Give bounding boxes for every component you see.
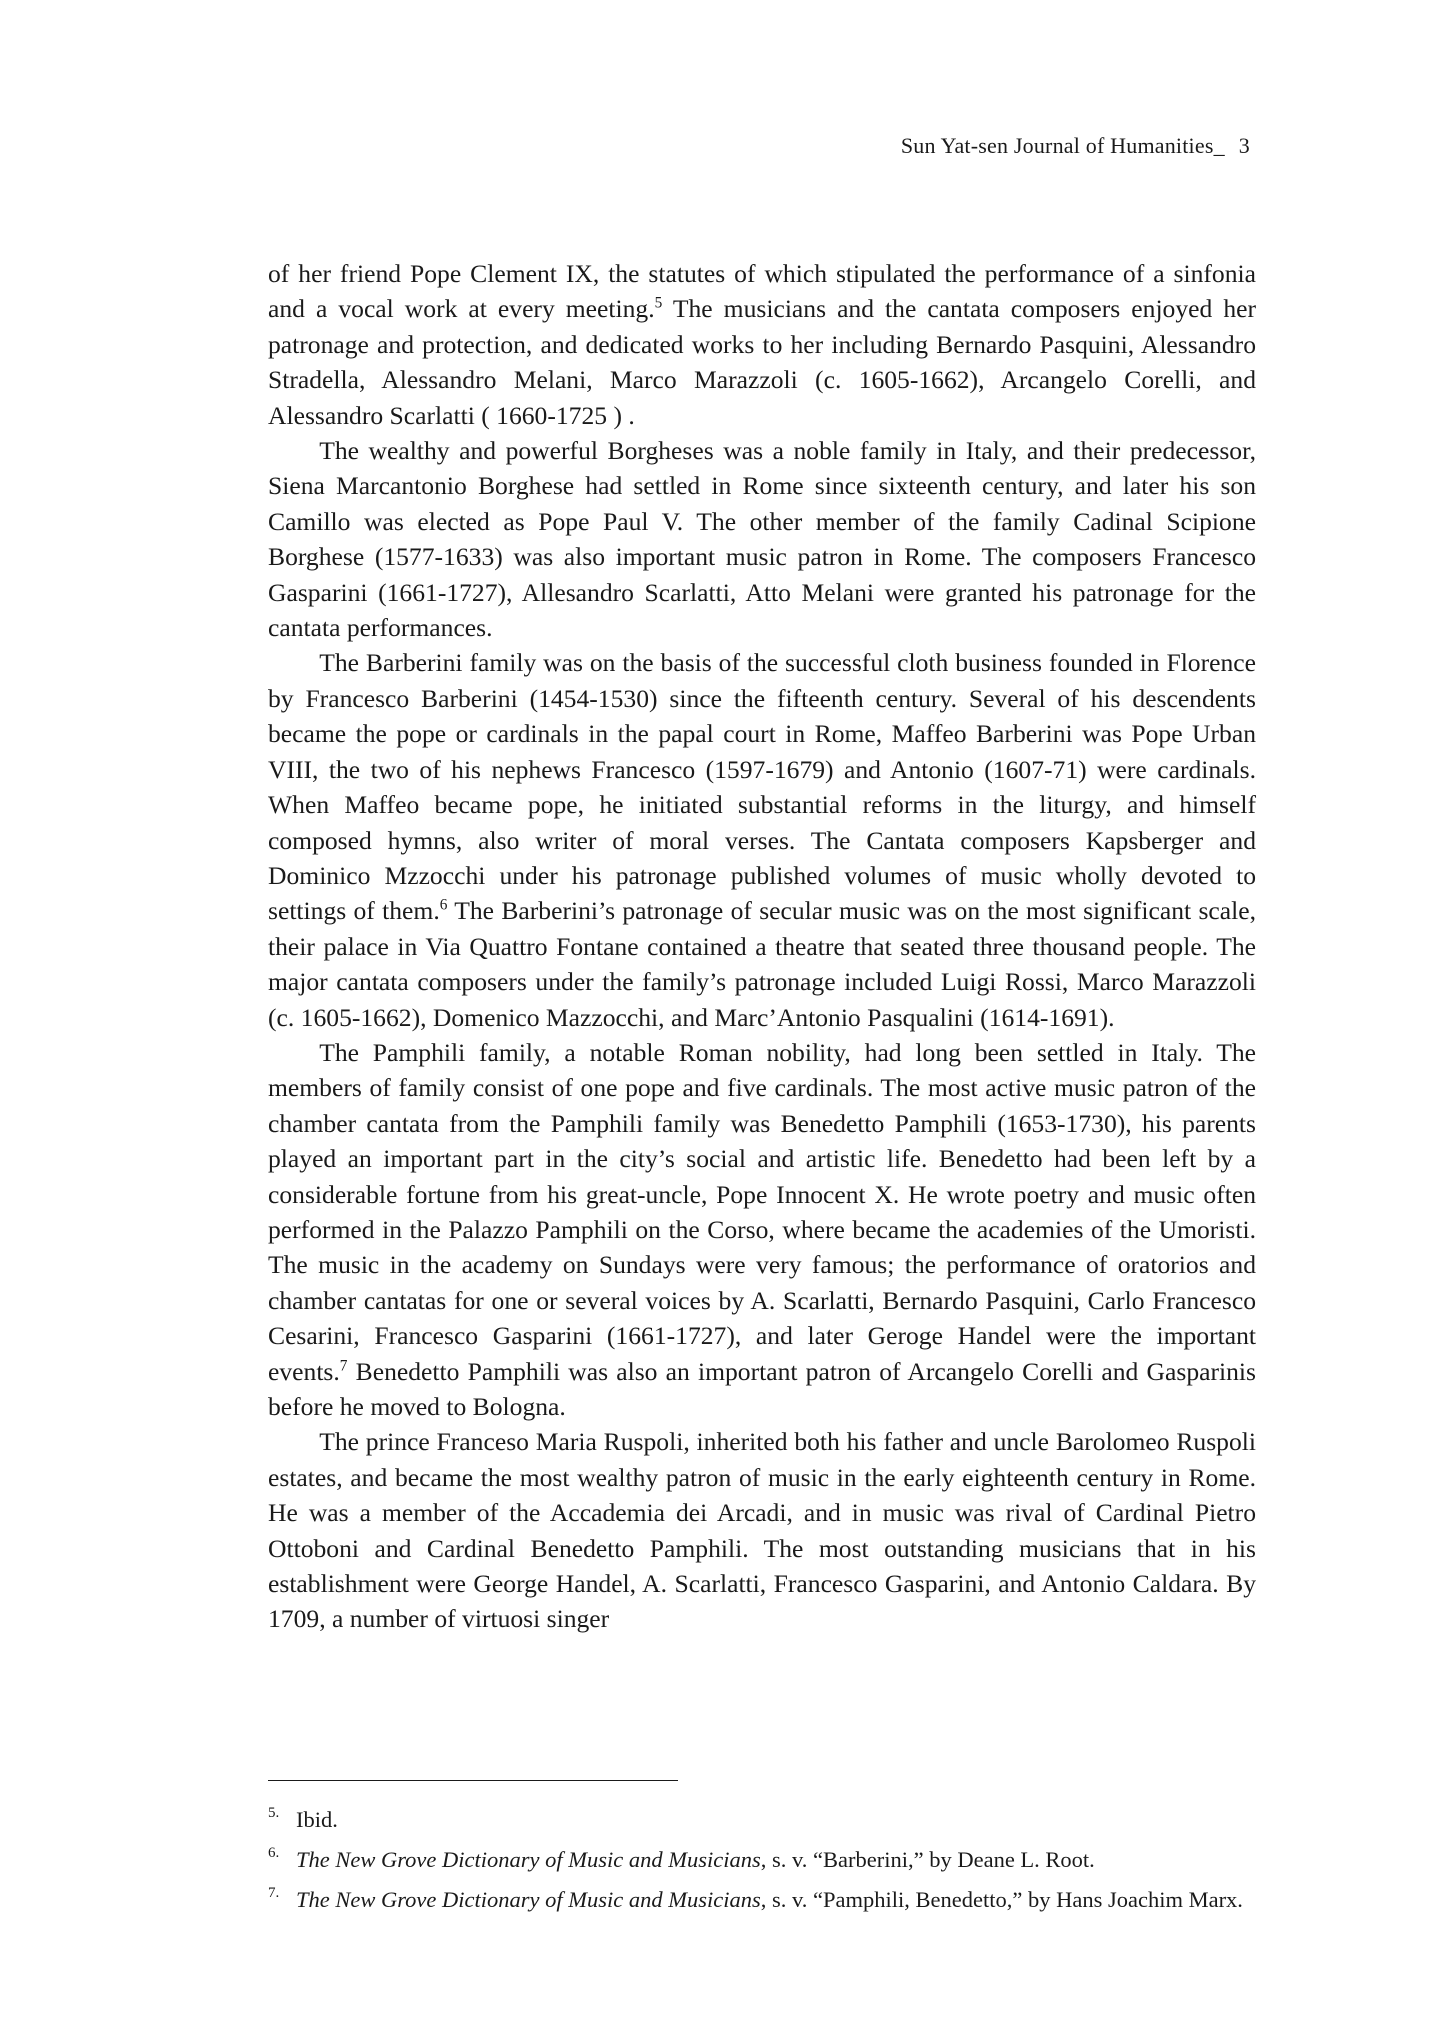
text-run: The Pamphili family, a notable Roman nobility, had long been settled in Italy. The members of family consist of one pope and five cardinals. The most active music patron of the chamber cantata from the Pamphili family was Benedetto Pamphili (1653-1730), his parents played an important part in the city’s social and artistic life. Benedetto had been left by a considerable fortune from his great-uncle, Pope Innocent X. He wrote poetry and music often performed in the Palazzo Pamphili on the Corso, where became the academies of the Umoristi. The music in the academy on Sundays were very famous; the performance of oratorios and chamber cantatas for one or several voices by A. Scarlatti, Bernardo Pasquini, Carlo Francesco Cesarini, Francesco Gasparini (1661-1727), and later Geroge Handel were the important events. <box>268 1037 1256 1386</box>
footnotes <box>268 1803 1256 1923</box>
paragraph <box>268 1035 1256 1424</box>
journal-title: Sun Yat-sen Journal of Humanities_ <box>900 133 1225 158</box>
italic-title: The New Grove Dictionary of Music and Musicians <box>296 1847 761 1872</box>
paragraph <box>268 256 1256 433</box>
text-run: The wealthy and powerful Borgheses was a noble family in Italy, and their predecessor, Siena Marcantonio Borghese had settled in Rome since sixteenth century, and later his son Camillo was elected as Pope Paul V. The other member of the family Cadinal Scipione Borghese (1577-1633) was also important music patron in Rome. The composers Francesco Gasparini (1661-1727), Allesandro Scarlatti, Atto Melani were granted his patronage for the cantata performances. <box>268 436 1256 643</box>
text-run: , s. v. “Pamphili, Benedetto,” by Hans Joachim Marx. <box>760 1887 1243 1912</box>
footnote-ref: 5 <box>654 294 663 312</box>
footnote <box>268 1803 1256 1836</box>
paragraph <box>268 433 1256 645</box>
footnote <box>268 1843 1256 1876</box>
footnote-number: 6. <box>268 1845 280 1861</box>
footnote-number: 5. <box>268 1805 280 1821</box>
text-run: The Barberini family was on the basis of the successful cloth business founded in Florence by Francesco Barberini (1454-1530) since the fifteenth century. Several of his descendents became the pope or cardinals in the papal court in Rome, Maffeo Barberini was Pope Urban VIII, the two of his nephews Francesco (1597-1679) and Antonio (1607-71) were cardinals. When Maffeo became pope, he initiated substantial reforms in the liturgy, and himself composed hymns, also writer of moral verses. The Cantata composers Kapsberger and Dominico Mzzocchi under his patronage published volumes of music wholly devoted to settings of them. <box>268 648 1256 926</box>
body-text <box>268 256 1256 1637</box>
italic-title: The New Grove Dictionary of Music and Musicians <box>296 1887 761 1912</box>
text-run: of her friend Pope Clement IX, the statutes of which stipulated the performance of a sinfonia and a vocal work at every meeting. <box>268 259 1256 324</box>
text-run: Ibid. <box>296 1807 338 1832</box>
footnote-ref: 6 <box>439 896 448 914</box>
text-run: Benedetto Pamphili was also an important patron of Arcangelo Corelli and Gasparinis before he moved to Bologna. <box>268 1356 1256 1421</box>
paragraph <box>268 645 1256 1034</box>
text-run: The musicians and the cantata composers enjoyed her patronage and protection, and dedicated works to her including Bernardo Pasquini, Alessandro Stradella, Alessandro Melani, Marco Marazzoli (c. 1605-1662), Arcangelo Corelli, and Alessandro Scarlatti ( 1660-1725 ) . <box>268 294 1257 430</box>
page-number: 3 <box>1238 133 1250 158</box>
footnote-number: 7. <box>268 1885 280 1901</box>
footnote-ref: 7 <box>339 1357 348 1375</box>
footnote-rule <box>268 1780 678 1781</box>
running-header <box>901 133 1250 159</box>
text-run: , s. v. “Barberini,” by Deane L. Root. <box>760 1847 1095 1872</box>
text-run: The prince Franceso Maria Ruspoli, inherited both his father and uncle Barolomeo Ruspoli estates, and became the most wealthy patron of music in the early eighteenth century in Rome. He was a member of the Accademia dei Arcadi, and in music was rival of Cardinal Pietro Ottoboni and Cardinal Benedetto Pamphili. The most outstanding musicians that in his establishment were George Handel, A. Scarlatti, Francesco Gasparini, and Antonio Caldara. By 1709, a number of virtuosi singer <box>268 1427 1256 1634</box>
text-run: The Barberini’s patronage of secular music was on the most significant scale, their palace in Via Quattro Fontane contained a theatre that seated three thousand people. The major cantata composers under the family’s patronage included Luigi Rossi, Marco Marazzoli (c. 1605-1662), Domenico Mazzocchi, and Marc’Antonio Pasqualini (1614-1691). <box>268 896 1256 1032</box>
paragraph <box>268 1424 1256 1636</box>
footnote <box>268 1883 1256 1916</box>
